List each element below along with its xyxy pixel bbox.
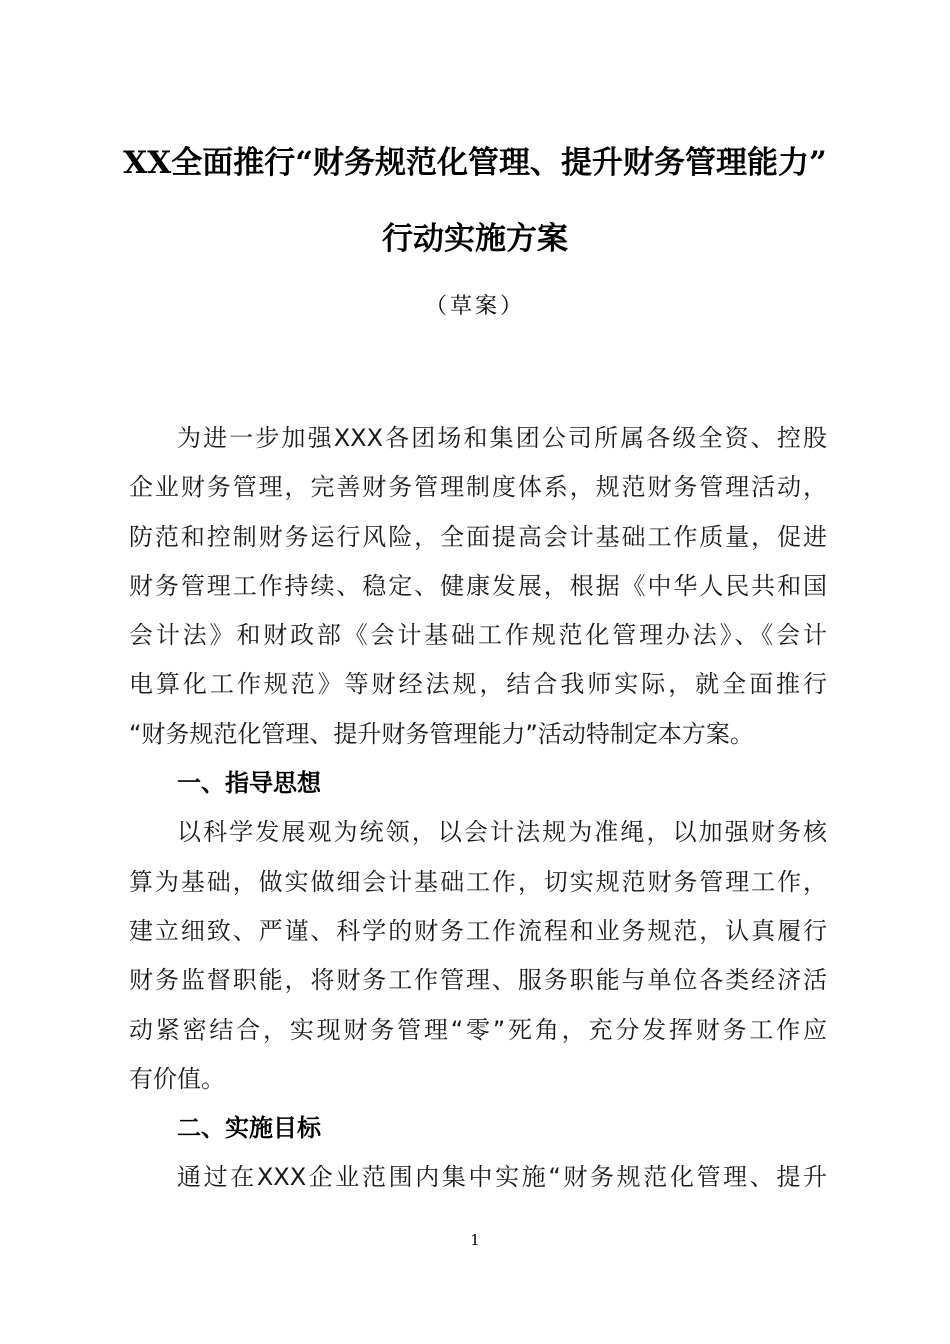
intro-paragraph-line: 电算化工作规范》等财经法规，结合我师实际，就全面推行	[129, 670, 827, 699]
section-heading-guiding-thought: 一、指导思想	[177, 769, 321, 798]
intro-paragraph-line: 防范和控制财务运行风险，全面提高会计基础工作质量，促进	[129, 522, 827, 551]
section-1-paragraph-line: 动紧密结合，实现财务管理“零”死角，充分发挥财务工作应	[129, 1015, 827, 1044]
section-1-paragraph-line: 建立细致、严谨、科学的财务工作流程和业务规范，认真履行	[129, 916, 827, 945]
document-title-line-2: 行动实施方案	[382, 221, 568, 257]
page-number: 1	[470, 1231, 480, 1249]
intro-paragraph-line: 为进一步加强XXX各团场和集团公司所属各级全资、控股	[177, 424, 827, 452]
intro-paragraph-line: “财务规范化管理、提升财务管理能力”活动特制定本方案。	[129, 719, 754, 748]
section-heading-implementation-goals: 二、实施目标	[177, 1114, 321, 1143]
document-subtitle: （草案）	[424, 294, 525, 319]
intro-paragraph-line: 会计法》和财政部《会计基础工作规范化管理办法》、《会计	[129, 621, 827, 650]
section-1-paragraph-line: 财务监督职能，将财务工作管理、服务职能与单位各类经济活	[129, 966, 827, 995]
section-1-paragraph-line: 算为基础，做实做细会计基础工作，切实规范财务管理工作，	[129, 867, 827, 896]
intro-paragraph-line: 财务管理工作持续、稳定、健康发展，根据《中华人民共和国	[129, 571, 827, 600]
intro-paragraph-line: 企业财务管理，完善财务管理制度体系，规范财务管理活动，	[129, 473, 827, 502]
section-1-paragraph-line: 以科学发展观为统领，以会计法规为准绳，以加强财务核	[177, 818, 827, 847]
document-body	[129, 414, 827, 1203]
document-title-line-1: XX全面推行“财务规范化管理、提升财务管理能力”	[123, 145, 827, 181]
section-1-paragraph-line: 有价值。	[129, 1064, 225, 1093]
section-2-paragraph-line: 通过在XXX企业范围内集中实施“财务规范化管理、提升	[177, 1163, 827, 1192]
